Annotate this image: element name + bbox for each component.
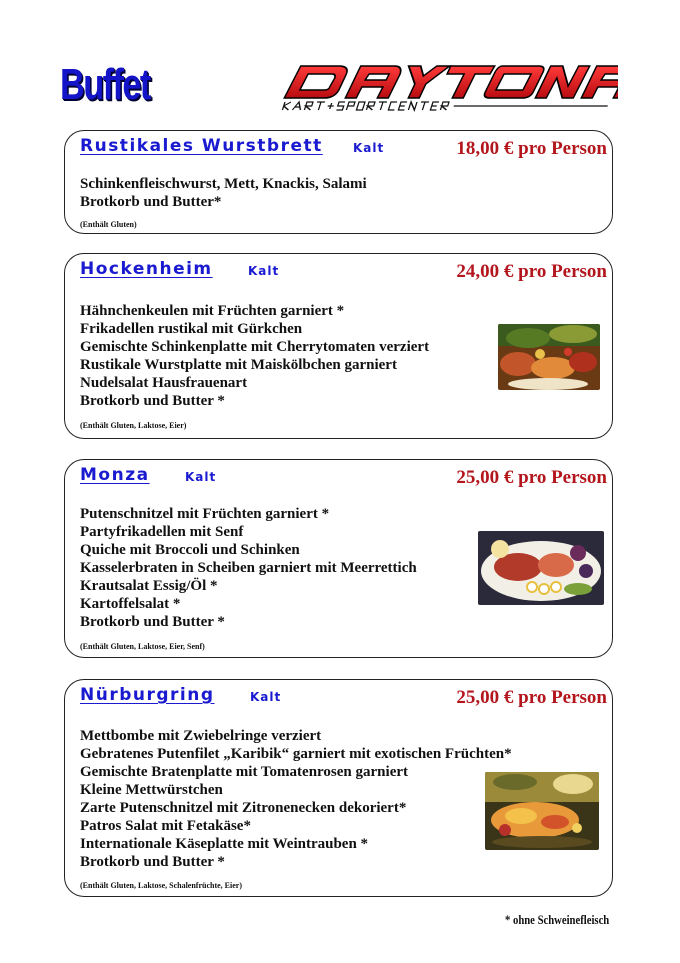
buffet-item: Brotkorb und Butter*	[80, 194, 222, 210]
buffet-card-rustikales-wurstbrett	[64, 130, 613, 234]
buffet-item: Quiche mit Broccoli und Schinken	[80, 542, 300, 558]
buffet-item: Krautsalat Essig/Öl *	[80, 578, 218, 594]
buffet-photo	[498, 324, 600, 390]
allergen-note: (Enthält Gluten, Laktose, Eier)	[80, 421, 187, 430]
buffet-item: Frikadellen rustikal mit Gürkchen	[80, 321, 303, 337]
footnote: * ohne Schweinefleisch	[505, 912, 610, 927]
buffet-items	[80, 175, 367, 211]
allergen-note: (Enthält Gluten, Laktose, Eier, Senf)	[80, 642, 205, 651]
daytona-logo	[278, 62, 618, 112]
buffet-temperature: Kalt	[250, 690, 282, 704]
buffet-photo	[485, 772, 599, 850]
buffet-item: Partyfrikadellen mit Senf	[80, 524, 244, 540]
buffet-name: Monza	[80, 465, 150, 485]
buffet-item: Brotkorb und Butter *	[80, 854, 225, 870]
buffet-item: Gemischte Bratenplatte mit Tomatenrosen garniert	[80, 764, 409, 780]
buffet-name: Nürburgring	[80, 685, 215, 705]
allergen-note: (Enthält Gluten)	[80, 220, 137, 229]
buffet-item: Kasselerbraten in Scheiben garniert mit Meerrettich	[80, 560, 417, 576]
buffet-card-monza	[64, 459, 613, 658]
buffet-item: Hähnchenkeulen mit Früchten garniert *	[80, 303, 345, 319]
buffet-price: 25,00 € pro Person	[456, 467, 607, 488]
buffet-items	[80, 505, 417, 631]
buffet-item: Nudelsalat Hausfrauenart	[80, 375, 248, 391]
buffet-card-hockenheim	[64, 253, 613, 439]
buffet-items	[80, 302, 429, 410]
buffet-price: 18,00 € pro Person	[456, 138, 607, 159]
buffet-item: Rustikale Wurstplatte mit Maiskölbchen garniert	[80, 357, 397, 373]
buffet-price: 24,00 € pro Person	[456, 261, 607, 282]
buffet-item: Gemischte Schinkenplatte mit Cherrytomaten verziert	[80, 339, 430, 355]
buffet-item: Brotkorb und Butter *	[80, 614, 225, 630]
buffet-item: Internationale Käseplatte mit Weintrauben *	[80, 836, 369, 852]
page-title: Buffet	[60, 60, 150, 109]
buffet-item: Zarte Putenschnitzel mit Zitronenecken dekoriert*	[80, 800, 407, 816]
buffet-item: Gebratenes Putenfilet „Karibik“ garniert mit exotischen Früchten*	[80, 746, 512, 762]
buffet-item: Mettbombe mit Zwiebelringe verziert	[80, 728, 322, 744]
buffet-item: Patros Salat mit Fetakäse*	[80, 818, 251, 834]
buffet-name: Rustikales Wurstbrett	[80, 136, 323, 156]
buffet-item: Schinkenfleischwurst, Mett, Knackis, Salami	[80, 176, 367, 192]
buffet-temperature: Kalt	[353, 141, 385, 155]
buffet-card-nuerburgring	[64, 679, 613, 897]
allergen-note: (Enthält Gluten, Laktose, Schalenfrüchte, Eier)	[80, 881, 242, 890]
buffet-name: Hockenheim	[80, 259, 213, 279]
buffet-item: Kleine Mettwürstchen	[80, 782, 223, 798]
buffet-temperature: Kalt	[248, 264, 280, 278]
buffet-items	[80, 727, 512, 871]
buffet-photo	[478, 531, 604, 605]
buffet-item: Putenschnitzel mit Früchten garniert *	[80, 506, 330, 522]
buffet-price: 25,00 € pro Person	[456, 687, 607, 708]
buffet-temperature: Kalt	[185, 470, 217, 484]
buffet-item: Kartoffelsalat *	[80, 596, 181, 612]
buffet-item: Brotkorb und Butter *	[80, 393, 225, 409]
